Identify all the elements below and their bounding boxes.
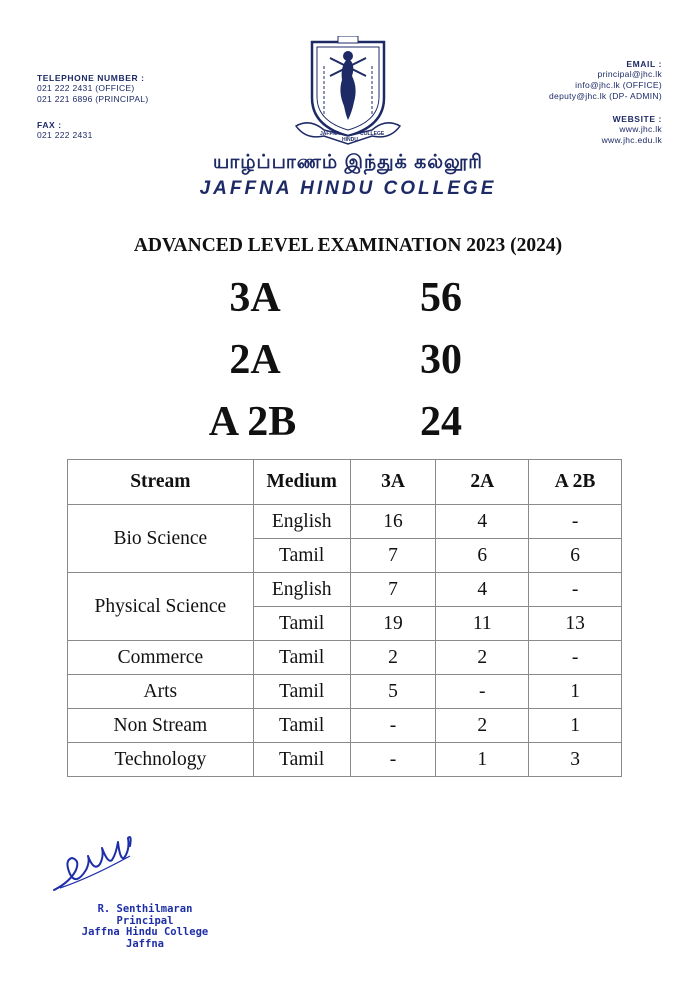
signature-scribble-icon	[50, 830, 145, 896]
table-row	[68, 709, 622, 743]
medium-cell: Tamil	[253, 743, 350, 777]
email-deputy: deputy@jhc.lk (DP- ADMIN)	[549, 91, 662, 101]
count-3a-cell: -	[350, 743, 436, 777]
fax-number: 021 222 2431	[37, 130, 93, 140]
results-table	[67, 459, 622, 777]
website-primary: www.jhc.lk	[619, 124, 662, 134]
email-block	[462, 59, 662, 102]
header-a2b: A 2B	[529, 460, 622, 505]
count-3a-cell: 7	[350, 539, 436, 573]
count-3a-cell: 5	[350, 675, 436, 709]
summary-count-2a: 30	[420, 337, 462, 383]
medium-cell: English	[253, 573, 350, 607]
summary-grade-3a: 3A	[229, 275, 281, 321]
signatory-name: R. Senthilmaran	[97, 903, 193, 915]
count-2a-cell: 4	[436, 573, 529, 607]
count-a2b-cell: -	[529, 641, 622, 675]
stream-cell: Non Stream	[68, 709, 254, 743]
signatory-role: Principal	[116, 914, 174, 927]
telephone-principal: 021 221 6896 (PRINCIPAL)	[37, 94, 149, 104]
summary-grade-2a: 2A	[229, 337, 281, 383]
medium-cell: Tamil	[253, 709, 350, 743]
fax-block	[37, 120, 207, 141]
telephone-block	[37, 73, 207, 105]
table-row	[68, 641, 622, 675]
count-2a-cell: 1	[436, 743, 529, 777]
count-2a-cell: -	[436, 675, 529, 709]
count-3a-cell: 2	[350, 641, 436, 675]
stream-cell: Physical Science	[68, 573, 254, 641]
crest-text-hindu: HINDU	[342, 137, 358, 143]
count-a2b-cell: 3	[529, 743, 622, 777]
crest-text-college: COLLEGE	[360, 131, 385, 137]
count-2a-cell: 4	[436, 505, 529, 539]
medium-cell: Tamil	[253, 539, 350, 573]
email-label: EMAIL :	[626, 59, 662, 69]
signatory-org: Jaffna Hindu College	[81, 926, 209, 938]
telephone-office: 021 222 2431 (OFFICE)	[37, 83, 135, 93]
website-label: WEBSITE :	[612, 114, 662, 124]
summary-grade-a2b: A 2B	[208, 399, 297, 445]
college-name-tamil: யாழ்ப்பாணம் இந்துக் கல்லூரி	[213, 152, 483, 173]
signature-block	[60, 904, 230, 950]
header-stream: Stream	[68, 460, 254, 505]
header-3a: 3A	[350, 460, 436, 505]
count-3a-cell: 16	[350, 505, 436, 539]
summary-count-a2b: 24	[420, 399, 462, 445]
email-principal: principal@jhc.lk	[597, 69, 662, 79]
table-row	[68, 675, 622, 709]
college-crest-icon	[290, 36, 406, 148]
email-info: info@jhc.lk (OFFICE)	[575, 80, 662, 90]
summary-count-3a: 56	[420, 275, 462, 321]
table-row	[68, 573, 622, 607]
table-row	[68, 743, 622, 777]
count-a2b-cell: -	[529, 505, 622, 539]
count-a2b-cell: 1	[529, 709, 622, 743]
website-secondary: www.jhc.edu.lk	[601, 135, 662, 145]
count-3a-cell: 19	[350, 607, 436, 641]
header-2a: 2A	[436, 460, 529, 505]
count-3a-cell: -	[350, 709, 436, 743]
crest-text-jaffna: JAFFNA	[320, 131, 340, 137]
header-medium: Medium	[253, 460, 350, 505]
exam-title: ADVANCED LEVEL EXAMINATION 2023 (2024)	[133, 235, 563, 256]
signatory-place: Jaffna	[126, 937, 164, 950]
stream-cell: Arts	[68, 675, 254, 709]
stream-cell: Technology	[68, 743, 254, 777]
website-block	[462, 114, 662, 146]
medium-cell: English	[253, 505, 350, 539]
count-a2b-cell: 1	[529, 675, 622, 709]
fax-label: FAX :	[37, 120, 62, 130]
table-header-row	[68, 460, 622, 505]
count-3a-cell: 7	[350, 573, 436, 607]
medium-cell: Tamil	[253, 675, 350, 709]
stream-cell: Commerce	[68, 641, 254, 675]
college-name: JAFFNA HINDU COLLEGE	[199, 178, 497, 199]
stream-cell: Bio Science	[68, 505, 254, 573]
count-a2b-cell: 6	[529, 539, 622, 573]
telephone-label: TELEPHONE NUMBER :	[37, 73, 145, 83]
count-2a-cell: 11	[436, 607, 529, 641]
medium-cell: Tamil	[253, 607, 350, 641]
table-row	[68, 505, 622, 539]
medium-cell: Tamil	[253, 641, 350, 675]
count-2a-cell: 6	[436, 539, 529, 573]
count-2a-cell: 2	[436, 709, 529, 743]
count-a2b-cell: 13	[529, 607, 622, 641]
count-2a-cell: 2	[436, 641, 529, 675]
count-a2b-cell: -	[529, 573, 622, 607]
